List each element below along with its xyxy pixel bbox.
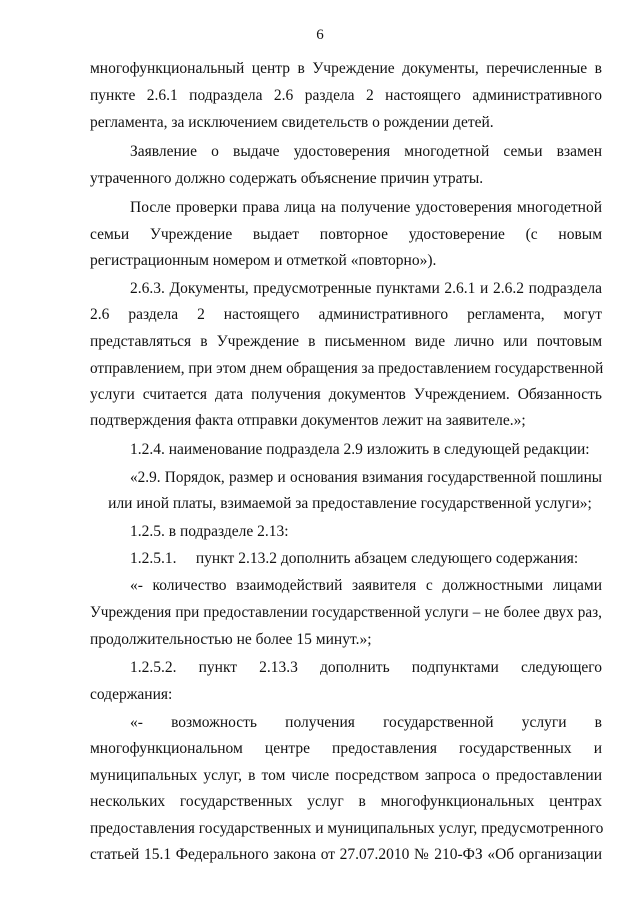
text-line: отправлением, при этом днем обращения за предоставлением государственной [90, 360, 604, 377]
page-number: 6 [316, 27, 324, 43]
text-line: статьей 15.1 Федерального закона от 27.07.2010 № 210-ФЗ «Об организации [90, 846, 602, 863]
text-line: регламента, за исключением свидетельств о рождении детей. [90, 114, 494, 131]
text-line: семьи Учреждение выдает повторное удостоверение (с новым [90, 226, 602, 243]
text-line: 2.6.3. Документы, предусмотренные пунктами 2.6.1 и 2.6.2 подраздела [130, 280, 602, 297]
text-line: Заявление о выдаче удостоверения многодетной семьи взамен [130, 143, 602, 160]
text-line: «- количество взаимодействий заявителя с должностными лицами [130, 577, 602, 594]
text-line: пункте 2.6.1 подраздела 2.6 раздела 2 настоящего административного [90, 87, 602, 104]
text-line: утраченного должно содержать объяснение причин утраты. [90, 170, 484, 187]
text-line: 1.2.5. в подразделе 2.13: [130, 523, 289, 540]
text-line: регистрационным номером и отметкой «повторно»). [90, 252, 437, 269]
text-line: После проверки права лица на получение удостоверения многодетной [130, 199, 602, 216]
text-line: 1.2.4. наименование подраздела 2.9 изложить в следующей редакции: [130, 441, 590, 458]
text-line: Учреждения при предоставлении государственной услуги – не более двух раз, [90, 604, 602, 621]
text-line: многофункциональном центре предоставления государственных и [90, 740, 602, 757]
text-line: услуги считается дата получения документов Учреждением. Обязанность [90, 386, 602, 403]
text-line: 2.6 раздела 2 настоящего административного регламента, могут [90, 306, 602, 323]
text-line: предоставления государственных и муниципальных услуг, предусмотренного [90, 820, 604, 837]
text-line: многофункциональный центр в Учреждение документы, перечисленные в [90, 60, 602, 77]
text-line: 1.2.5.1. пункт 2.13.2 дополнить абзацем следующего содержания: [130, 550, 579, 567]
text-line: представляться в Учреждение в письменном виде лично или почтовым [90, 333, 602, 350]
text-line: продолжительностью не более 15 минут.»; [90, 631, 372, 648]
text-line: или иной платы, взимаемой за предоставление государственной услуги»; [108, 495, 592, 512]
text-line: подтверждения факта отправки документов лежит на заявителе.»; [90, 412, 526, 429]
text-line: нескольких государственных услуг в многофункциональных центрах [90, 793, 602, 810]
text-line: содержания: [90, 686, 173, 703]
text-line: муниципальных услуг, в том числе посредством запроса о предоставлении [90, 767, 602, 784]
text-line: «- возможность получения государственной услуги в [130, 714, 602, 731]
text-line: «2.9. Порядок, размер и основания взимания государственной пошлины [130, 469, 602, 486]
text-line: 1.2.5.2. пункт 2.13.3 дополнить подпунктами следующего [130, 659, 602, 676]
